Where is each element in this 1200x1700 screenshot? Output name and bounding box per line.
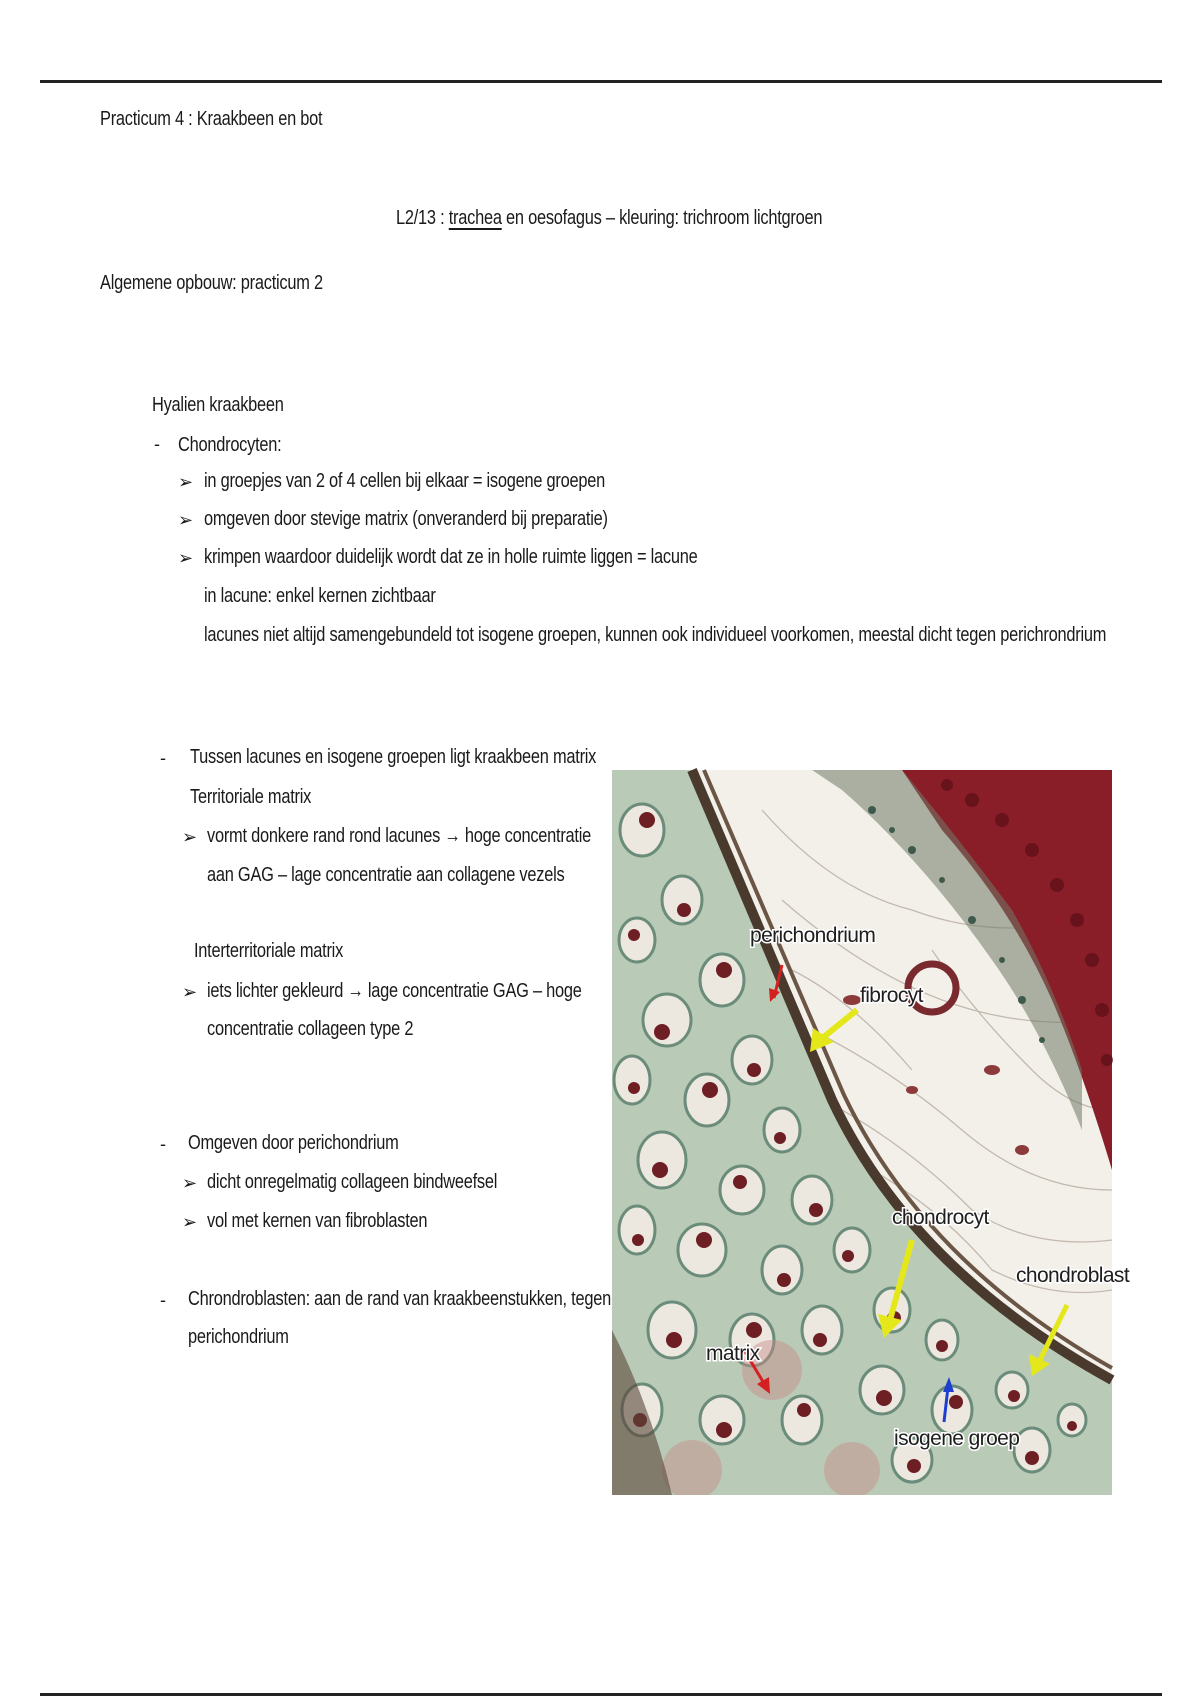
dash-bullet: -	[160, 1290, 166, 1310]
slide-title	[396, 207, 822, 230]
dash-bullet: -	[160, 1134, 166, 1154]
chondroblasts-line-1: Chrondroblasten: aan de rand van kraakbeenstukken, tegen	[188, 1288, 611, 1310]
bottom-rule	[40, 1693, 1162, 1696]
arrow-bullet-icon: ➢	[182, 1212, 198, 1232]
slide-rest: en oesofagus – kleuring: trichroom lichtgroen	[501, 207, 823, 229]
label-fibrocyt: fibrocyt	[860, 984, 923, 1007]
label-chondrocyt: chondrocyt	[892, 1206, 989, 1229]
label-matrix: matrix	[706, 1342, 760, 1365]
perichondrium-item-2: vol met kernen van fibroblasten	[207, 1210, 428, 1232]
arrow-bullet-icon: ➢	[178, 548, 194, 568]
lacune-sub-1: in lacune: enkel kernen zichtbaar	[204, 585, 436, 607]
arrow-bullet-icon: ➢	[178, 510, 194, 530]
territorial-item-2: aan GAG – lage concentratie aan collagene vezels	[207, 864, 565, 886]
general-structure: Algemene opbouw: practicum 2	[100, 272, 323, 294]
interterritorial-item-1: iets lichter gekleurd → lage concentratie GAG – hoge	[207, 980, 582, 1002]
label-perichondrium: perichondrium	[750, 924, 876, 947]
lacune-sub-2: lacunes niet altijd samengebundeld tot isogene groepen, kunnen ook individueel voorkomen, meestal dicht tegen perichrondrium	[204, 624, 1107, 646]
perichondrium-heading: Omgeven door perichondrium	[188, 1132, 399, 1154]
territorial-item-1: vormt donkere rand rond lacunes → hoge concentratie	[207, 825, 592, 847]
dash-bullet: -	[154, 434, 160, 454]
label-chondroblast: chondroblast	[1016, 1264, 1130, 1287]
practicum-title: Practicum 4 : Kraakbeen en bot	[100, 108, 323, 130]
dash-bullet: -	[160, 748, 166, 768]
arrow-bullet-icon: ➢	[182, 827, 198, 847]
arrow-bullet-icon: ➢	[178, 472, 194, 492]
perichondrium-item-1: dicht onregelmatig collageen bindweefsel	[207, 1171, 498, 1193]
chondrocyte-item-1: in groepjes van 2 of 4 cellen bij elkaar = isogene groepen	[204, 470, 606, 492]
territorial-heading: Territoriale matrix	[190, 786, 312, 808]
histology-micrograph	[612, 770, 1130, 1495]
chondroblasts-line-2: perichondrium	[188, 1326, 289, 1348]
arrow-bullet-icon: ➢	[182, 1173, 198, 1193]
chondrocytes-heading: Chondrocyten:	[178, 434, 282, 456]
hyaline-title: Hyalien kraakbeen	[152, 394, 284, 416]
matrix-intro: Tussen lacunes en isogene groepen ligt kraakbeen matrix	[190, 746, 597, 768]
slide-code: L2/13 :	[396, 207, 449, 229]
top-rule	[40, 80, 1162, 83]
label-isogene-groep: isogene groep	[894, 1427, 1020, 1450]
chondrocyte-item-3: krimpen waardoor duidelijk wordt dat ze in holle ruimte liggen = lacune	[204, 546, 698, 568]
arrow-bullet-icon: ➢	[182, 982, 198, 1002]
interterritorial-item-2: concentratie collageen type 2	[207, 1018, 414, 1040]
slide-organ-trachea: trachea	[448, 207, 502, 229]
interterritorial-heading: Interterritoriale matrix	[194, 940, 344, 962]
chondrocyte-item-2: omgeven door stevige matrix (onveranderd bij preparatie)	[204, 508, 608, 530]
